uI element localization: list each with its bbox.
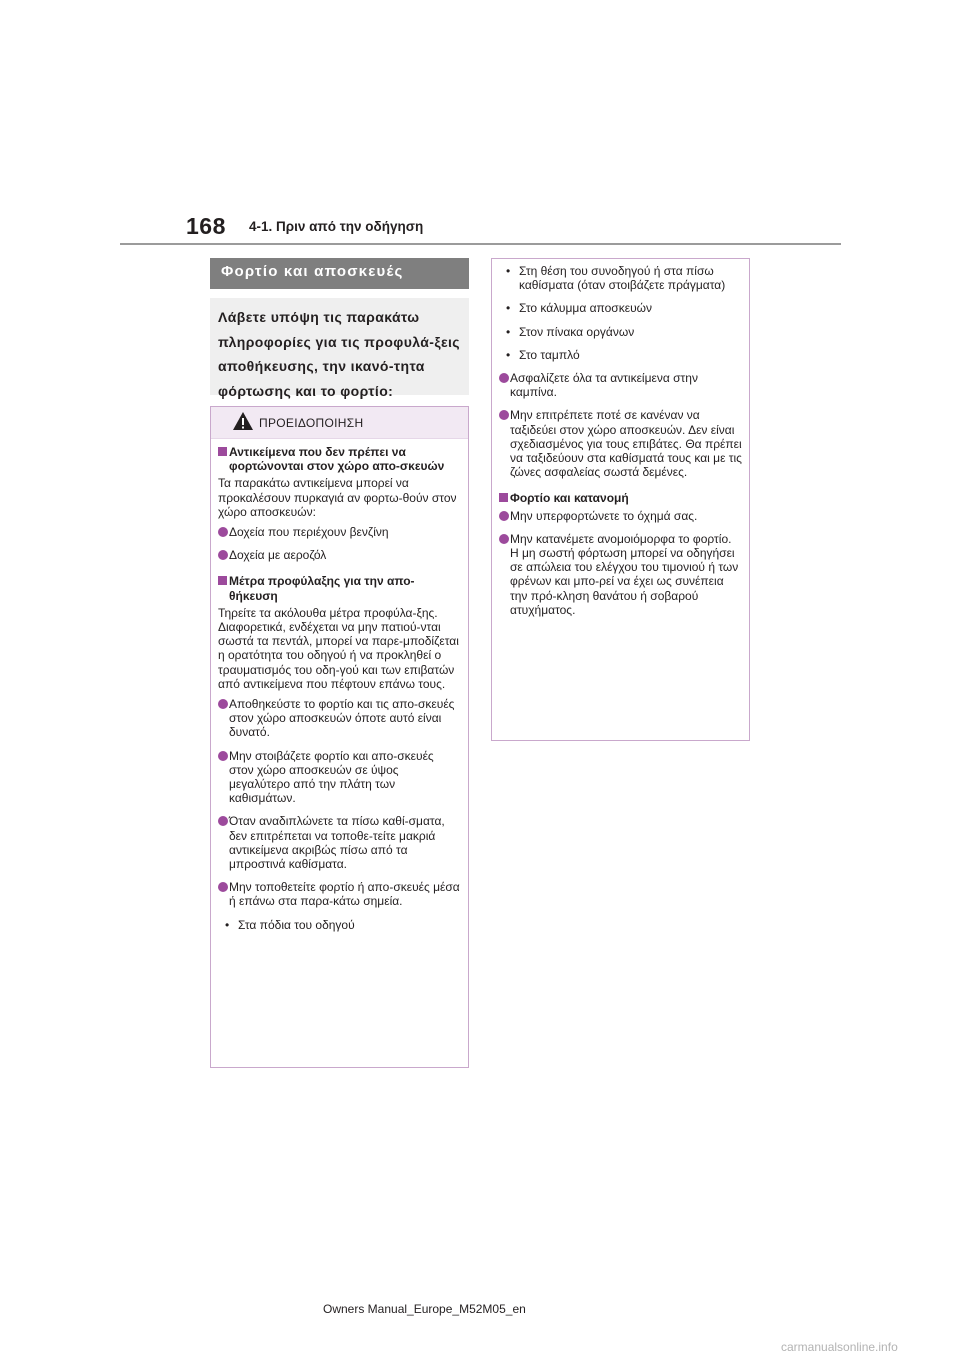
sub-list-item: • Στον πίνακα οργάνων [499,325,742,339]
paragraph: Τα παρακάτω αντικείμενα μπορεί να προκαλέσουν πυρκαγιά αν φορτω-θούν στον χώρο αποσκευών: [218,476,457,519]
list-item: Μην τοποθετείτε φορτίο ή απο-σκευές μέσα ή επάνω στα παρα-κάτω σημεία. [218,880,461,908]
warning-triangle-icon [232,411,254,431]
sub-list-item: • Στο ταμπλό [499,348,742,362]
section-title: 4-1. Πριν από την οδήγηση [249,219,424,234]
section-heading: Μέτρα προφύλαξης για την απο-θήκευση [218,574,461,602]
page-number: 168 [186,213,226,239]
list-item: Μην στοιβάζετε φορτίο και απο-σκευές στον χώρο αποσκευών σε ύψος μεγαλύτερο από την πλάτη των καθισμάτων. [218,749,461,806]
list-item: Μην κατανέμετε ανομοιόμορφα το φορτίο. Η μη σωστή φόρτωση μπορεί να οδηγήσει σε απώλεια του ελέγχου του τιμονιού ή των φρένων και μπο-ρεί να έχει ως συνέπεια την πρό-κληση θανάτου ή σοβαρού ατυχήματος. [499,532,742,617]
list-item: Δοχεία με αεροζόλ [218,548,461,562]
list-item: Δοχεία που περιέχουν βενζίνη [218,525,461,539]
sub-list-item: • Στη θέση του συνοδηγού ή στα πίσω καθίσματα (όταν στοιβάζετε πράγματα) [499,264,742,292]
sub-list-item: • Στο κάλυμμα αποσκευών [499,301,742,315]
warning-header [211,407,468,439]
section-heading: Αντικείμενα που δεν πρέπει να φορτώνονται στον χώρο απο-σκευών [218,445,461,473]
header-rule [120,243,841,245]
section-heading: Φορτίο και κατανομή [499,491,742,505]
list-item: Αποθηκεύστε το φορτίο και τις απο-σκευές στον χώρο αποσκευών όποτε αυτό είναι δυνατό. [218,697,461,740]
list-item: Όταν αναδιπλώνετε τα πίσω καθί-σματα, δεν επιτρέπεται να τοποθε-τείτε μακριά αντικείμενα ακριβώς πίσω από τα μπροστινά καθίσματα. [218,814,461,871]
list-item: Μην υπερφορτώνετε το όχημά σας. [499,509,742,523]
title-bar: Φορτίο και αποσκευές [210,258,469,289]
list-item: Μην επιτρέπετε ποτέ σε κανέναν να ταξιδεύει στον χώρο αποσκευών. Δεν είναι σχεδιασμένος για τους επιβάτες. Θα πρέπει να ταξιδεύουν στα καθίσματά τους και με τις ζώνες ασφαλείας σωστά δεμένες. [499,408,742,479]
watermark: carmanualsonline.info [781,1340,898,1354]
paragraph: Τηρείτε τα ακόλουθα μέτρα προφύλα-ξης. Διαφορετικά, ενδέχεται να μην πατιού-νται σωστά τα πεντάλ, μπορεί να παρε-μποδίζεται η ορατότητα του οδηγού ή να προκληθεί ο τραυματισμός του οδη-γού και των επιβατών από αντικείμενα που πέφτουν επάνω τους. [218,605,459,691]
footer: Owners Manual_Europe_M52M05_en [323,1302,526,1316]
warning-body [211,439,468,932]
list-item: Ασφαλίζετε όλα τα αντικείμενα στην καμπίνα. [499,371,742,399]
warning-box-continued [491,258,750,741]
warning-box [210,406,469,1068]
sub-list-item: • Στα πόδια του οδηγού [218,918,461,932]
intro-box: Λάβετε υπόψη τις παρακάτω πληροφορίες για τις προφυλά-ξεις αποθήκευσης, την ικανό-τητα φόρτωσης και το φορτίο: [210,298,469,395]
warning-label: ΠΡΟΕΙΔΟΠΟΙΗΣΗ [259,416,364,430]
